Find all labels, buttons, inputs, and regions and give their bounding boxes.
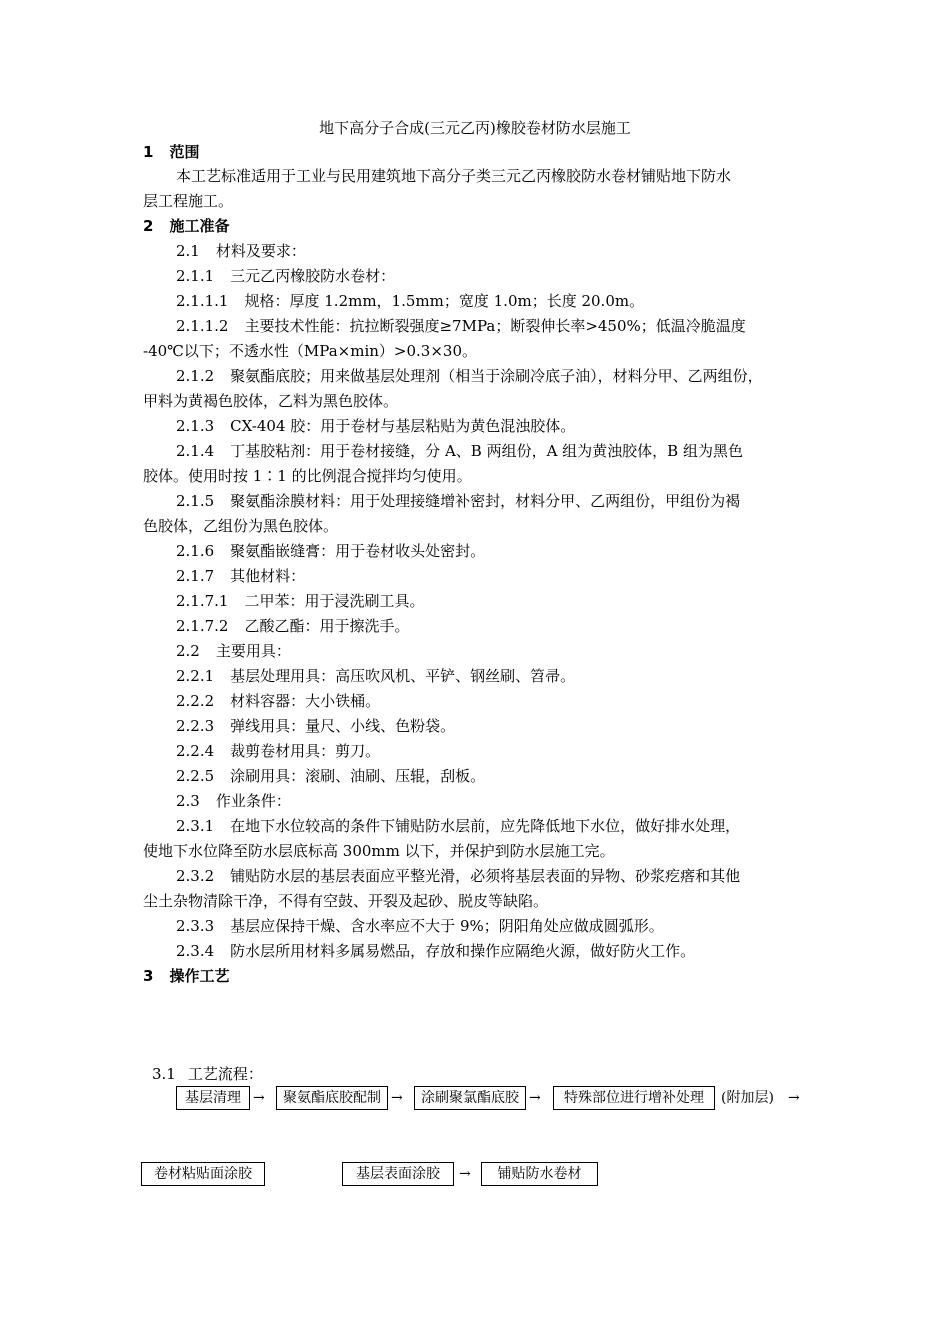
item-line [176, 866, 740, 886]
item-line [176, 816, 740, 836]
item-line [176, 441, 743, 461]
item-number: 2.1 [176, 242, 200, 260]
paragraph: 本工艺标准适用于工业与民用建筑地下高分子类三元乙丙橡胶防水卷材铺贴地下防水 [176, 167, 732, 185]
item-number: 2.1.4 [176, 442, 215, 460]
item-number: 2.2.1 [176, 667, 215, 685]
item-text: 裁剪卷材用具：剪刀。 [230, 742, 381, 760]
item-text: 作业条件： [215, 792, 291, 810]
section-2-heading [143, 216, 229, 236]
flow-label-text: 工艺流程： [187, 1065, 263, 1083]
item-continuation: 甲料为黄褐色胶体，乙料为黑色胶体。 [143, 392, 399, 410]
item-line [176, 716, 455, 736]
item-line [176, 416, 575, 436]
item-text: 防水层所用材料多属易燃品，存放和操作应隔绝火源，做好防火工作。 [230, 942, 696, 960]
item-line [176, 291, 644, 311]
item-number: 2.1.1.1 [176, 292, 229, 310]
item-line [176, 241, 306, 261]
item-continuation: -40℃以下；不透水性（MPa×min）>0.3×30。 [143, 342, 477, 360]
flow-step: 聚氨酯底胶配制 [276, 1086, 388, 1110]
item-line [176, 366, 763, 386]
item-text: 基层处理用具：高压吹风机、平铲、钢丝刷、笤帚。 [230, 667, 576, 685]
section-title: 范围 [169, 143, 200, 161]
item-text: 主要技术性能：抗拉断裂强度≥7MPa；断裂伸长率>450%；低温冷脆温度 [244, 317, 746, 335]
item-line [176, 616, 410, 636]
flow-step: 基层清理 [176, 1086, 250, 1110]
item-number: 2.3.4 [176, 942, 215, 960]
item-text: 主要用具： [215, 642, 291, 660]
flow-step: 特殊部位进行增补处理 [553, 1086, 715, 1110]
flow-arrow: → [459, 1166, 471, 1182]
section-title: 施工准备 [169, 217, 230, 235]
item-line [176, 791, 291, 811]
item-number: 2.2 [176, 642, 200, 660]
section-number: 3 [143, 967, 154, 985]
item-text: 材料及要求： [215, 242, 306, 260]
item-text: CX-404 胶：用于卷材与基层粘贴为黄色混浊胶体。 [230, 417, 576, 435]
item-number: 2.3.3 [176, 917, 215, 935]
item-line [176, 566, 305, 586]
flow-label-number: 3.1 [152, 1065, 176, 1083]
item-line [176, 691, 380, 711]
flow-arrow: → [529, 1090, 541, 1106]
item-number: 2.1.7.1 [176, 592, 229, 610]
item-text: 聚氨酯底胶；用来做基层处理剂（相当于涂刷冷底子油），材料分甲、乙两组份， [230, 367, 763, 385]
item-number: 2.1.7 [176, 567, 215, 585]
item-text: 三元乙丙橡胶防水卷材： [230, 267, 396, 285]
item-line [176, 916, 664, 936]
item-number: 2.2.5 [176, 767, 215, 785]
flow-arrow: → [788, 1090, 800, 1106]
item-line [176, 316, 746, 336]
item-text: 弹线用具：量尺、小线、色粉袋。 [230, 717, 456, 735]
item-text: 材料容器：大小铁桶。 [230, 692, 381, 710]
item-text: 基层应保持干燥、含水率应不大于 9%；阴阳角处应做成圆弧形。 [230, 917, 664, 935]
item-text: 铺贴防水层的基层表面应平整光滑，必须将基层表面的异物、砂浆疙瘩和其他 [230, 867, 741, 885]
item-number: 2.1.3 [176, 417, 215, 435]
item-number: 2.3 [176, 792, 200, 810]
item-number: 2.3.1 [176, 817, 215, 835]
item-text: 聚氨酯嵌缝膏：用于卷材收头处密封。 [230, 542, 486, 560]
item-number: 2.2.3 [176, 717, 215, 735]
item-number: 2.1.1 [176, 267, 215, 285]
flow-note: (附加层) [721, 1090, 774, 1106]
flow-label [152, 1064, 263, 1084]
item-number: 2.1.5 [176, 492, 215, 510]
section-number: 2 [143, 217, 154, 235]
flow-step: 基层表面涂胶 [342, 1162, 454, 1186]
item-text: 其他材料： [230, 567, 306, 585]
item-text: 聚氨酯涂膜材料：用于处理接缝增补密封，材料分甲、乙两组份，甲组份为褐 [230, 492, 741, 510]
item-number: 2.2.4 [176, 742, 215, 760]
item-number: 2.1.2 [176, 367, 215, 385]
section-number: 1 [143, 143, 154, 161]
section-3-heading [143, 966, 229, 986]
item-number: 2.3.2 [176, 867, 215, 885]
section-1-heading [143, 142, 199, 162]
paragraph-continuation: 层工程施工。 [143, 192, 234, 210]
flow-arrow: → [253, 1090, 265, 1106]
item-number: 2.1.1.2 [176, 317, 229, 335]
item-line [176, 266, 395, 286]
item-line [176, 741, 380, 761]
item-line [176, 591, 425, 611]
item-text: 在地下水位较高的条件下铺贴防水层前，应先降低地下水位，做好排水处理， [230, 817, 741, 835]
item-number: 2.1.6 [176, 542, 215, 560]
item-line [176, 641, 291, 661]
document-title: 地下高分子合成(三元乙丙)橡胶卷材防水层施工 [319, 119, 631, 137]
flow-arrow: → [391, 1090, 403, 1106]
item-line [176, 666, 575, 686]
item-continuation: 使地下水位降至防水层底标高 300mm 以下，并保护到防水层施工完。 [143, 842, 615, 860]
item-text: 乙酸乙酯：用于擦洗手。 [244, 617, 410, 635]
flow-step: 卷材粘贴面涂胶 [141, 1162, 265, 1186]
item-continuation: 胶体。使用时按 1∶1 的比例混合搅拌均匀使用。 [143, 467, 472, 485]
item-text: 丁基胶粘剂：用于卷材接缝，分 A、B 两组份，A 组为黄浊胶体，B 组为黑色 [230, 442, 743, 460]
item-line [176, 941, 695, 961]
item-number: 2.1.7.2 [176, 617, 229, 635]
item-continuation: 尘土杂物清除干净，不得有空鼓、开裂及起砂、脱皮等缺陷。 [143, 892, 549, 910]
item-continuation: 色胶体，乙组份为黑色胶体。 [143, 517, 339, 535]
item-number: 2.2.2 [176, 692, 215, 710]
item-text: 规格：厚度 1.2mm，1.5mm；宽度 1.0m；长度 20.0m。 [244, 292, 645, 310]
section-title: 操作工艺 [169, 967, 230, 985]
item-text: 二甲苯：用于浸洗刷工具。 [244, 592, 425, 610]
item-line [176, 541, 485, 561]
flow-step: 涂刷聚氯酯底胶 [414, 1086, 526, 1110]
item-line [176, 766, 485, 786]
flow-step: 铺贴防水卷材 [481, 1162, 598, 1186]
item-text: 涂刷用具：滚刷、油刷、压辊，刮板。 [230, 767, 486, 785]
item-line [176, 491, 740, 511]
